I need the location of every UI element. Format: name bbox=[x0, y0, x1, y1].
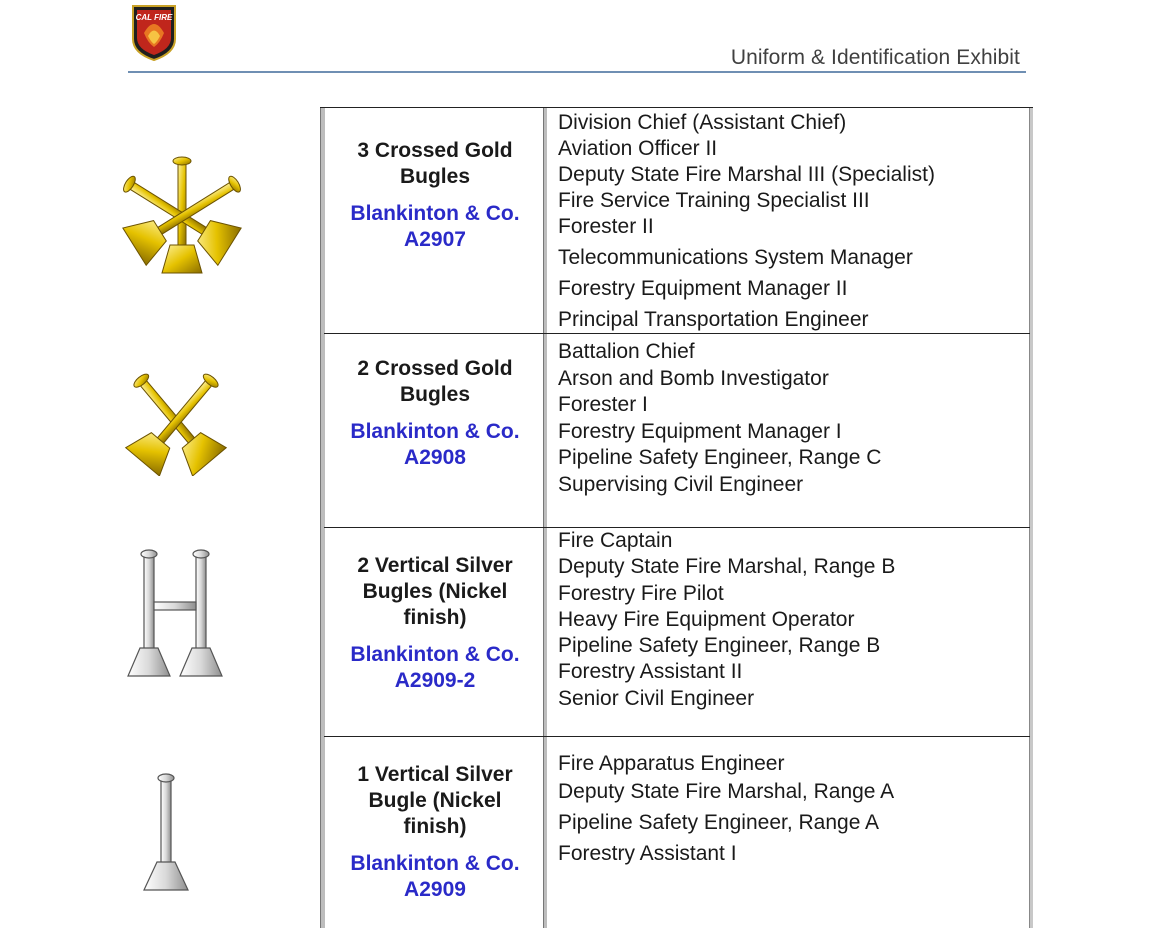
vendor-name: Blankinton & Co. bbox=[350, 202, 520, 225]
job-title: Deputy State Fire Marshal, Range B bbox=[558, 555, 896, 579]
vendor-name: Blankinton & Co. bbox=[350, 643, 520, 666]
badge-name-line: 3 Crossed Gold bbox=[357, 139, 513, 162]
table-row bbox=[320, 334, 1033, 527]
two-crossed-gold-bugles-icon bbox=[118, 368, 234, 476]
table-row bbox=[320, 528, 1033, 736]
job-title-list bbox=[558, 339, 1018, 498]
badge-description bbox=[328, 762, 542, 903]
job-title: Deputy State Fire Marshal III (Specialist) bbox=[558, 163, 935, 186]
job-title: Forestry Assistant I bbox=[558, 842, 737, 865]
part-number: A2909 bbox=[404, 878, 466, 901]
job-title: Forestry Assistant II bbox=[558, 660, 743, 684]
part-number: A2909-2 bbox=[394, 669, 476, 692]
vendor-name: Blankinton & Co. bbox=[350, 420, 520, 443]
one-vertical-silver-bugle-icon bbox=[140, 772, 192, 896]
job-title: Arson and Bomb Investigator bbox=[558, 366, 829, 390]
svg-text:CAL FIRE: CAL FIRE bbox=[135, 13, 173, 22]
three-crossed-gold-bugles-icon bbox=[118, 155, 246, 279]
badge-name-line: 1 Vertical Silver bbox=[357, 763, 513, 786]
vendor-name: Blankinton & Co. bbox=[350, 852, 520, 875]
job-title: Pipeline Safety Engineer, Range A bbox=[558, 811, 880, 834]
job-title: Forestry Fire Pilot bbox=[558, 581, 724, 605]
badge-name-line: Bugles bbox=[399, 165, 470, 188]
job-title: Pipeline Safety Engineer, Range B bbox=[558, 634, 881, 658]
job-title-list bbox=[558, 752, 1018, 870]
job-title: Aviation Officer II bbox=[558, 137, 718, 160]
job-title: Fire Captain bbox=[558, 529, 673, 552]
table-row bbox=[320, 108, 1033, 333]
job-title: Division Chief (Assistant Chief) bbox=[558, 111, 847, 134]
badge-name-line: Bugle (Nickel bbox=[368, 789, 502, 812]
job-title-list bbox=[558, 111, 1018, 334]
job-title: Fire Apparatus Engineer bbox=[558, 752, 785, 775]
part-number: A2908 bbox=[404, 446, 466, 469]
badge-name-line: finish) bbox=[403, 815, 467, 838]
job-title: Deputy State Fire Marshal, Range A bbox=[558, 780, 895, 803]
badge-name-line: Bugles bbox=[399, 383, 470, 406]
job-title: Forestry Equipment Manager II bbox=[558, 277, 848, 300]
badge-name-line: 2 Vertical Silver bbox=[357, 554, 513, 577]
job-title: Senior Civil Engineer bbox=[558, 686, 755, 710]
header-divider bbox=[128, 71, 1026, 73]
job-title: Principal Transportation Engineer bbox=[558, 308, 869, 331]
job-title-list bbox=[558, 528, 1018, 712]
job-title: Heavy Fire Equipment Operator bbox=[558, 607, 855, 631]
badge-name-line: Bugles (Nickel bbox=[362, 580, 508, 603]
job-title: Supervising Civil Engineer bbox=[558, 472, 804, 496]
insignia-table bbox=[320, 107, 1033, 928]
job-title: Pipeline Safety Engineer, Range C bbox=[558, 446, 882, 469]
job-title: Forester II bbox=[558, 215, 654, 238]
table-row bbox=[320, 737, 1033, 927]
badge-name-line: finish) bbox=[403, 606, 467, 629]
job-title: Forestry Equipment Manager I bbox=[558, 419, 842, 443]
badge-description bbox=[328, 356, 542, 471]
job-title: Battalion Chief bbox=[558, 340, 695, 363]
two-vertical-silver-bugles-icon bbox=[126, 548, 226, 682]
job-title: Fire Service Training Specialist III bbox=[558, 189, 870, 212]
page-header-title: Uniform & Identification Exhibit bbox=[730, 46, 1020, 69]
part-number: A2907 bbox=[404, 228, 466, 251]
job-title: Telecommunications System Manager bbox=[558, 246, 913, 269]
cal-fire-logo bbox=[130, 3, 178, 61]
job-title: Forester I bbox=[558, 393, 648, 416]
badge-description bbox=[328, 138, 542, 253]
badge-name-line: 2 Crossed Gold bbox=[357, 357, 513, 380]
badge-description bbox=[328, 553, 542, 694]
